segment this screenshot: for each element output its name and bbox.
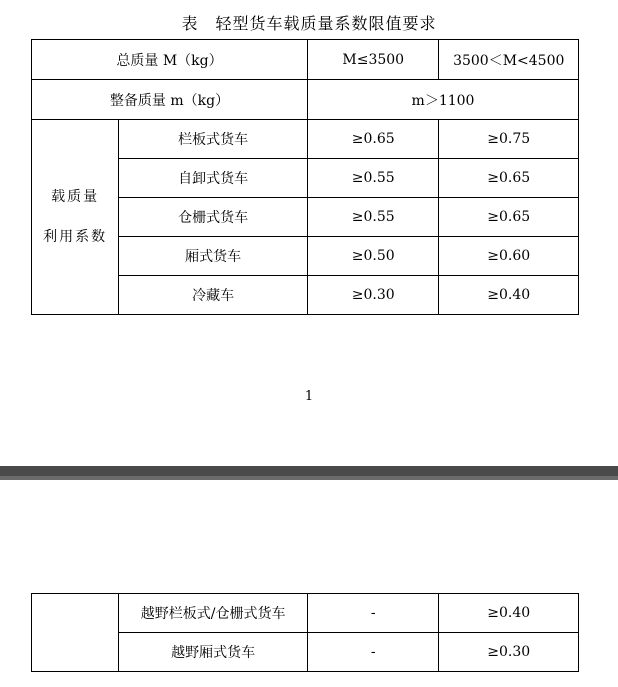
value-range-1: ≥0.50	[308, 237, 439, 276]
truck-type: 仓栅式货车	[119, 198, 308, 237]
page-number: 1	[304, 389, 314, 404]
page-separator	[0, 466, 618, 480]
group-label-cell-continued	[32, 594, 119, 672]
header-range-2: 3500＜M<4500	[439, 40, 579, 80]
curb-mass-value: m＞1100	[308, 80, 579, 120]
value-range-1: -	[308, 633, 439, 672]
value-range-1: ≥0.30	[308, 276, 439, 315]
group-label-line2: 利用系数	[43, 229, 108, 245]
value-range-1: ≥0.65	[308, 120, 439, 159]
header-range-1: M≤3500	[308, 40, 439, 80]
truck-type: 冷藏车	[119, 276, 308, 315]
value-range-2: ≥0.65	[439, 159, 579, 198]
value-range-2: ≥0.40	[439, 276, 579, 315]
truck-type: 自卸式货车	[119, 159, 308, 198]
coefficient-table-continued	[31, 593, 579, 672]
value-range-2: ≥0.65	[439, 198, 579, 237]
truck-type: 越野厢式货车	[119, 633, 308, 672]
table-title: 表 轻型货车载质量系数限值要求	[181, 14, 437, 33]
value-range-2: ≥0.30	[439, 633, 579, 672]
table-row	[32, 594, 579, 633]
value-range-2: ≥0.60	[439, 237, 579, 276]
coefficient-table	[31, 39, 579, 315]
curb-mass-row	[32, 80, 579, 120]
header-gross-mass-label: 总质量 M（kg）	[32, 40, 308, 80]
group-label-line1: 载质量	[51, 189, 100, 205]
truck-type: 栏板式货车	[119, 120, 308, 159]
value-range-1: -	[308, 594, 439, 633]
value-range-2: ≥0.40	[439, 594, 579, 633]
value-range-2: ≥0.75	[439, 120, 579, 159]
value-range-1: ≥0.55	[308, 198, 439, 237]
header-row	[32, 40, 579, 80]
page-separator-edge	[0, 476, 618, 480]
group-label-cell	[32, 120, 119, 315]
value-range-1: ≥0.55	[308, 159, 439, 198]
table-row	[32, 120, 579, 159]
truck-type: 越野栏板式/仓栅式货车	[119, 594, 308, 633]
truck-type: 厢式货车	[119, 237, 308, 276]
curb-mass-label: 整备质量 m（kg）	[32, 80, 308, 120]
